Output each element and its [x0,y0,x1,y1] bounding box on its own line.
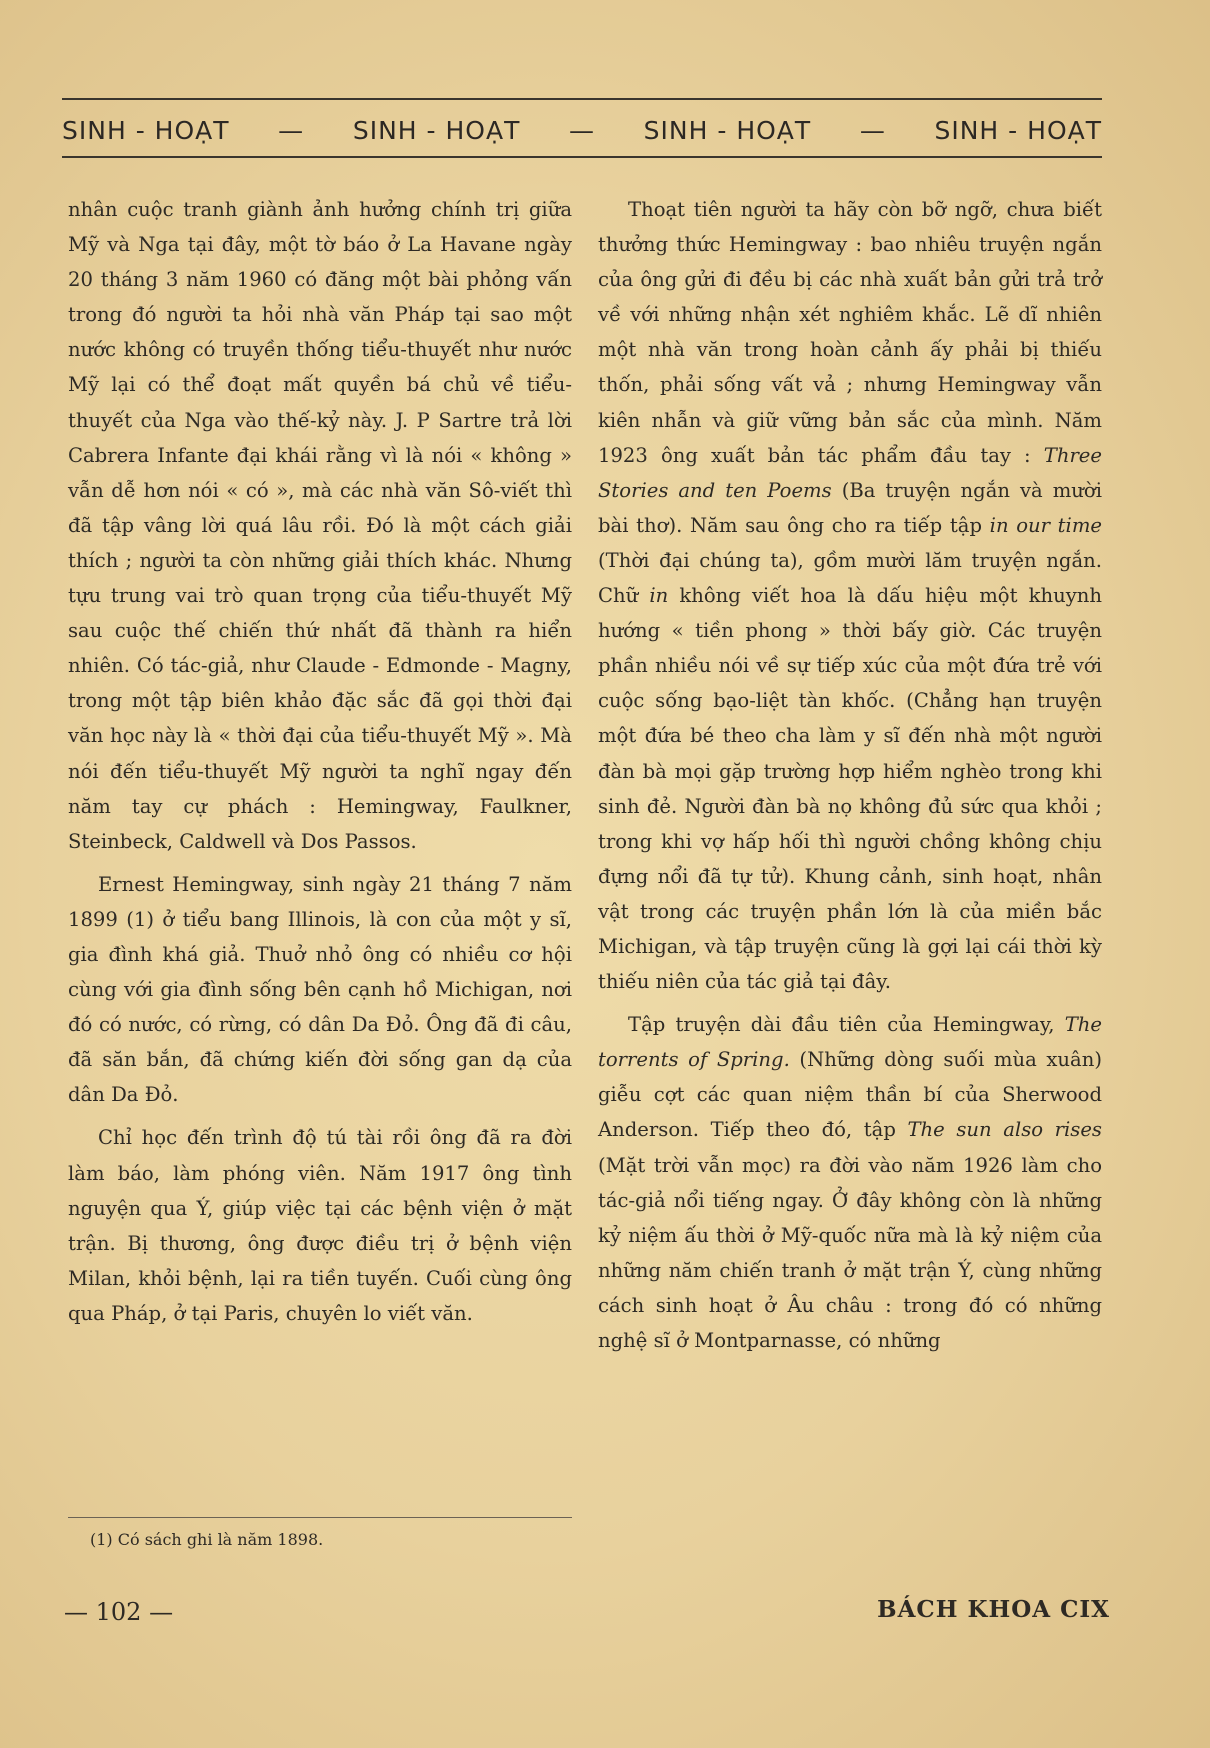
text-run: (Ba truyện ngắn và mười bài thơ). Năm sau ông cho ra tiếp tập [598,478,1102,537]
header-dash: — [859,115,886,145]
footnote: (1) Có sách ghi là năm 1898. [90,1530,324,1549]
book-title: in our time [989,513,1102,537]
header-top-rule [62,98,1102,100]
header-bottom-rule [62,156,1102,158]
left-paragraph-3: Chỉ học đến trình độ tú tài rồi ông đã ra đời làm báo, làm phóng viên. Năm 1917 ông tình nguyện qua Ý, giúp việc tại các bệnh viện ở mặt trận. Bị thương, ông được điều trị ở bệnh viện Milan, khỏi bệnh, lại ra tiền tuyến. Cuối cùng ông qua Pháp, ở tại Paris, chuyên lo viết văn. [68,1126,572,1325]
book-title: The sun also rises [907,1118,1102,1142]
journal-name: BÁCH KHOA CIX [877,1596,1110,1623]
header-item: SINH - HOẠT [352,115,521,145]
page-number: — 102 — [64,1598,174,1626]
book-title: The torrents of Spring. [598,1013,1102,1072]
right-paragraph-2 [598,1007,1102,1358]
right-column [598,192,1102,1358]
header-item: SINH - HOẠT [643,115,812,145]
header-dash: — [278,115,305,145]
left-paragraph-1: nhân cuộc tranh giành ảnh hưởng chính trị giữa Mỹ và Nga tại đây, một tờ báo ở La Havane ngày 20 tháng 3 năm 1960 có đăng một bài phỏng vấn trong đó người ta hỏi nhà văn Pháp tại sao một nước không có truyền thống tiểu-thuyết như nước Mỹ lại có thể đoạt mất quyền bá chủ về tiểu-thuyết của Nga vào thế-kỷ này. J. P Sartre trả lời Cabrera Infante đại khái rằng vì là nói « không » vẫn dễ hơn nói « có », mà các nhà văn Sô-viết thì đã tập vâng lời quá lâu rồi. Đó là một cách giải thích ; người ta còn những giải thích khác. Nhưng tựu trung vai trò quan trọng của tiểu-thuyết Mỹ sau cuộc thế chiến thứ nhất đã thành ra hiển nhiên. Có tác-giả, như Claude - Edmonde - Magny, trong một tập biên khảo đặc sắc đã gọi thời đại văn học này là « thời đại của tiểu-thuyết Mỹ ». Mà nói đến tiểu-thuyết Mỹ người ta nghĩ ngay đến năm tay cự phách : Hemingway, Faulkner, Steinbeck, Caldwell và Dos Passos. [68,198,572,853]
header-dash: — [569,115,595,145]
text-run: không viết hoa là dấu hiệu một khuynh hướng « tiền phong » thời bấy giờ. Các truyện phần nhiều nói về sự tiếp xúc của một đứa trẻ với cuộc sống bạo-liệt tàn khốc. (Chẳng hạn truyện một đứa bé theo cha làm y sĩ đến nhà một người đàn bà mọi gặp trường hợp hiểm nghèo trong khi sinh đẻ. Người đàn bà nọ không đủ sức qua khỏi ; trong khi vợ hấp hối thì người chồng không chịu đựng nổi đã tự tử). Khung cảnh, sinh hoạt, nhân vật trong các truyện phần lớn là của miền bắc Michigan, và tập truyện cũng là gợi lại cái thời kỳ thiếu niên của tác giả tại đây. [598,584,1102,994]
book-title: in [649,584,669,608]
text-run: Tập truyện dài đầu tiên của Hemingway, [628,1013,1065,1037]
header-item: SINH - HOẠT [62,115,230,145]
book-title: Three Stories and ten Poems [598,443,1102,502]
right-paragraph-1 [598,192,1102,999]
running-header [62,108,1102,152]
footnote-rule [68,1517,572,1518]
text-run: (Mặt trời vẫn mọc) ra đời vào năm 1926 làm cho tác-giả nổi tiếng ngay. Ở đây không còn là những kỷ niệm ấu thời ở Mỹ-quốc nữa mà là kỷ niệm của những năm chiến tranh ở mặt trận Ý, cùng những cách sinh hoạt ở Âu châu : trong đó có những nghệ sĩ ở Montparnasse, có những [598,1153,1102,1352]
header-item: SINH - HOẠT [934,115,1102,145]
left-column [68,192,572,1331]
text-run: (Thời đại chúng ta), gồm mười lăm truyện ngắn. Chữ [598,548,1102,608]
text-run: (Những dòng suối mùa xuân) giễu cợt các quan niệm thần bí của Sherwood Anderson. Tiếp theo đó, tập [598,1048,1102,1142]
text-run: Thoạt tiên người ta hãy còn bỡ ngỡ, chưa biết thưởng thức Hemingway : bao nhiêu truyện ngắn của ông gửi đi đều bị các nhà xuất bản gửi trả trở về với những nhận xét nghiêm khắc. Lẽ dĩ nhiên một nhà văn trong hoàn cảnh ấy phải bị thiếu thốn, phải sống vất vả ; nhưng Hemingway vẫn kiên nhẫn và giữ vững bản sắc của mình. Năm 1923 ông xuất bản tác phẩm đầu tay : [598,198,1102,467]
left-paragraph-2: Ernest Hemingway, sinh ngày 21 tháng 7 năm 1899 (1) ở tiểu bang Illinois, là con của một y sĩ, gia đình khá giả. Thuở nhỏ ông có nhiều cơ hội cùng với gia đình sống bên cạnh hồ Michigan, nơi đó có nước, có rừng, có dân Da Đỏ. Ông đã đi câu, đã săn bắn, đã chứng kiến đời sống gan dạ của dân Da Đỏ. [68,872,572,1107]
